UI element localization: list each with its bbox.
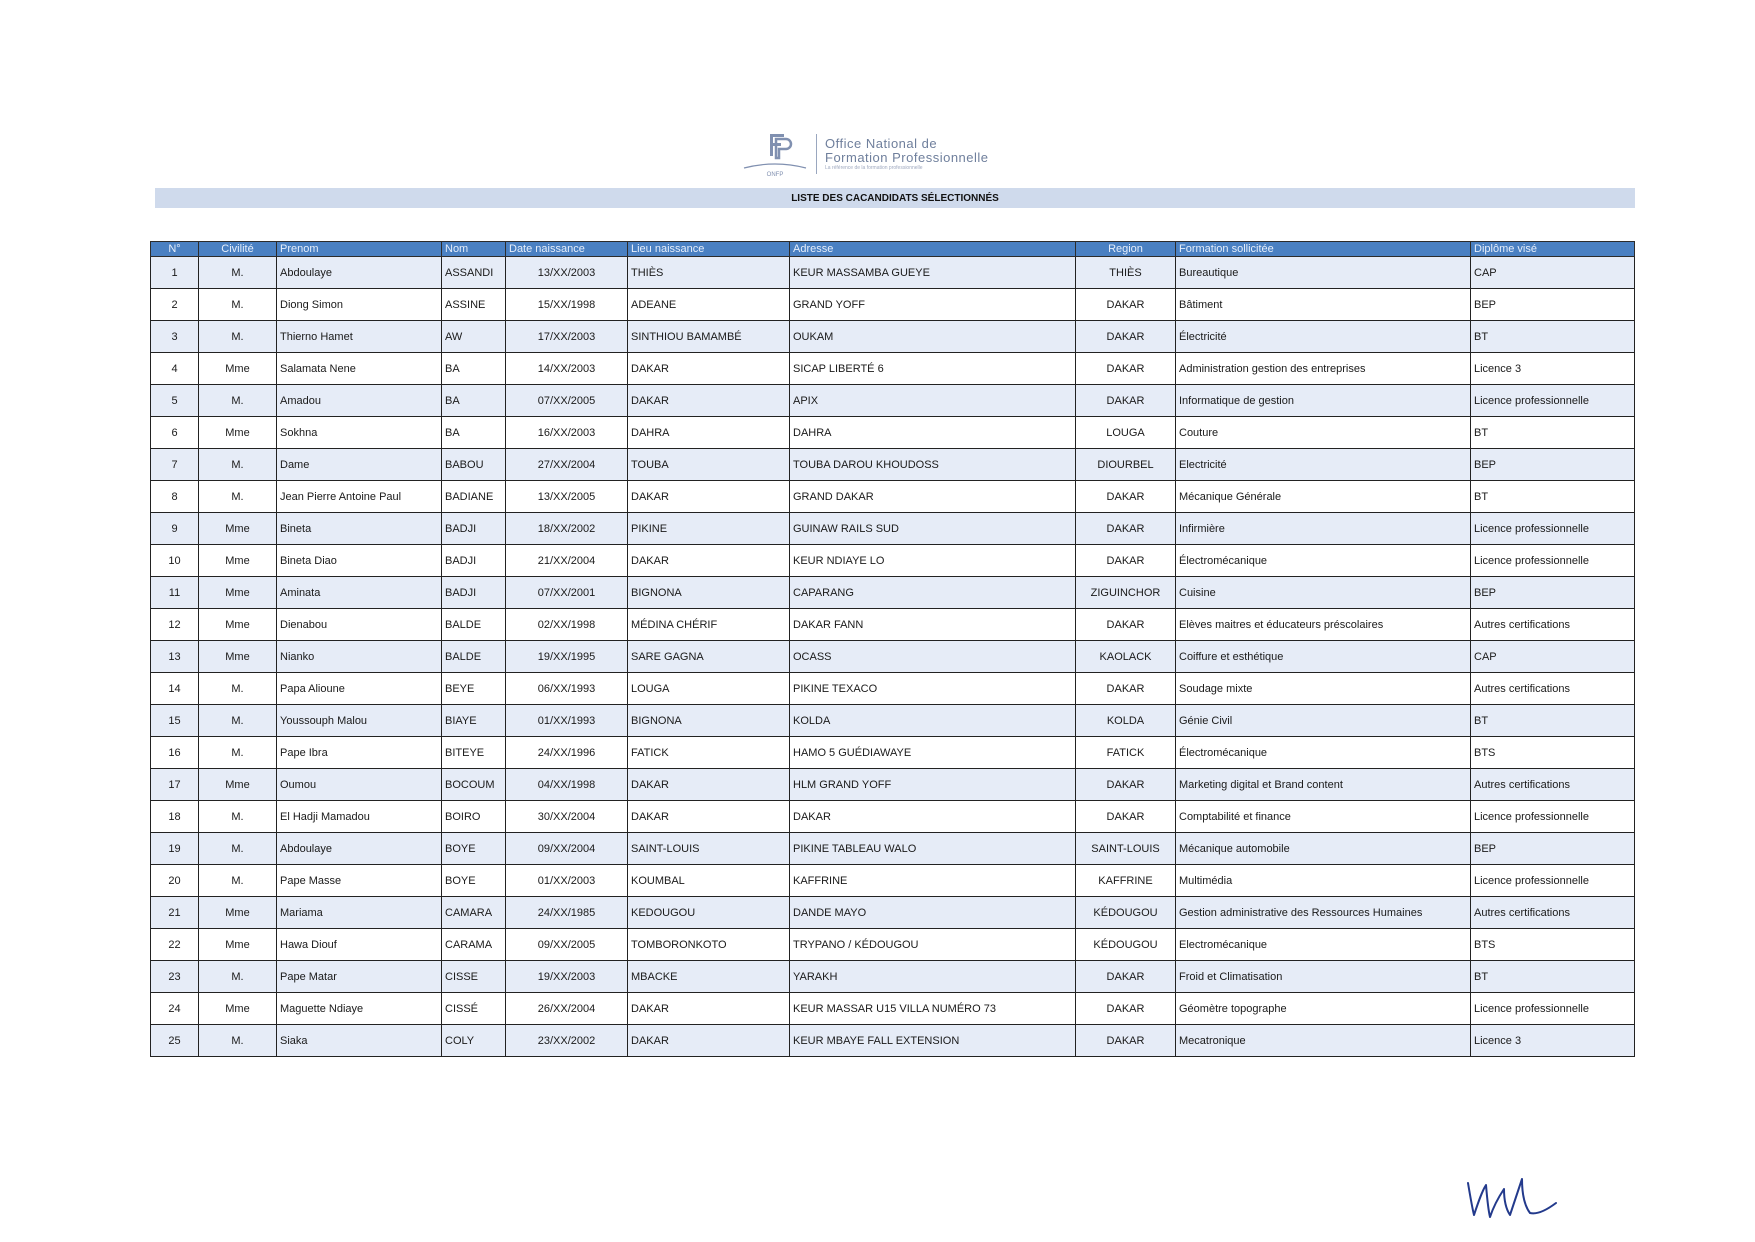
cell-civility: M. [199,449,277,481]
cell-training: Couture [1176,417,1471,449]
cell-diploma: Licence professionnelle [1471,513,1635,545]
table-body [151,257,1635,1057]
cell-diploma: Autres certifications [1471,673,1635,705]
cell-firstname: Mariama [277,897,442,929]
cell-firstname: Dame [277,449,442,481]
cell-training: Bureautique [1176,257,1471,289]
cell-firstname: Youssouph Malou [277,705,442,737]
cell-civility: M. [199,737,277,769]
cell-address: TRYPANO / KÉDOUGOU [790,929,1076,961]
table-row [151,385,1635,417]
cell-training: Coiffure et esthétique [1176,641,1471,673]
cell-diploma: CAP [1471,641,1635,673]
cell-firstname: Aminata [277,577,442,609]
cell-firstname: Siaka [277,1025,442,1057]
cell-address: DAKAR FANN [790,609,1076,641]
cell-training: Electricité [1176,449,1471,481]
cell-firstname: Abdoulaye [277,257,442,289]
cell-lastname: ASSINE [442,289,506,321]
col-header-lastname: Nom [442,242,506,257]
cell-birthdate: 14/XX/2003 [506,353,628,385]
cell-birthplace: DAKAR [628,801,790,833]
table-row [151,833,1635,865]
cell-number: 12 [151,609,199,641]
table-row [151,353,1635,385]
cell-birthplace: DAKAR [628,353,790,385]
cell-birthplace: DAKAR [628,1025,790,1057]
table-row [151,609,1635,641]
cell-training: Géomètre topographe [1176,993,1471,1025]
cell-birthdate: 19/XX/1995 [506,641,628,673]
cell-firstname: Hawa Diouf [277,929,442,961]
cell-civility: Mme [199,993,277,1025]
cell-civility: Mme [199,609,277,641]
cell-birthplace: SAINT-LOUIS [628,833,790,865]
cell-birthplace: DAKAR [628,481,790,513]
cell-civility: M. [199,961,277,993]
cell-birthdate: 17/XX/2003 [506,321,628,353]
cell-training: Électromécanique [1176,737,1471,769]
cell-birthplace: FATICK [628,737,790,769]
cell-address: TOUBA DAROU KHOUDOSS [790,449,1076,481]
cell-civility: Mme [199,929,277,961]
cell-birthplace: KEDOUGOU [628,897,790,929]
cell-number: 3 [151,321,199,353]
cell-region: SAINT-LOUIS [1076,833,1176,865]
cell-number: 13 [151,641,199,673]
cell-birthplace: SARE GAGNA [628,641,790,673]
cell-civility: Mme [199,545,277,577]
cell-training: Électromécanique [1176,545,1471,577]
cell-civility: Mme [199,769,277,801]
cell-number: 2 [151,289,199,321]
table-row [151,993,1635,1025]
cell-region: DAKAR [1076,1025,1176,1057]
col-header-address: Adresse [790,242,1076,257]
cell-address: KOLDA [790,705,1076,737]
cell-birthdate: 07/XX/2001 [506,577,628,609]
cell-training: Bâtiment [1176,289,1471,321]
cell-address: GRAND YOFF [790,289,1076,321]
cell-training: Informatique de gestion [1176,385,1471,417]
cell-address: HAMO 5 GUÉDIAWAYE [790,737,1076,769]
cell-birthplace: PIKINE [628,513,790,545]
cell-region: DAKAR [1076,993,1176,1025]
cell-region: DAKAR [1076,961,1176,993]
cell-lastname: CISSÉ [442,993,506,1025]
cell-number: 4 [151,353,199,385]
cell-civility: Mme [199,897,277,929]
handwritten-signature [1460,1165,1570,1225]
logo-divider [816,134,817,174]
table-row [151,417,1635,449]
cell-firstname: Dienabou [277,609,442,641]
cell-region: DAKAR [1076,385,1176,417]
cell-number: 6 [151,417,199,449]
cell-birthplace: TOMBORONKOTO [628,929,790,961]
cell-training: Génie Civil [1176,705,1471,737]
cell-diploma: Licence professionnelle [1471,545,1635,577]
cell-birthdate: 18/XX/2002 [506,513,628,545]
cell-diploma: Licence professionnelle [1471,993,1635,1025]
cell-region: DAKAR [1076,353,1176,385]
cell-region: DAKAR [1076,289,1176,321]
cell-diploma: BT [1471,481,1635,513]
cell-region: DAKAR [1076,513,1176,545]
cell-diploma: Autres certifications [1471,609,1635,641]
cell-birthdate: 24/XX/1985 [506,897,628,929]
table-row [151,929,1635,961]
cell-region: THIÈS [1076,257,1176,289]
cell-training: Froid et Climatisation [1176,961,1471,993]
cell-diploma: BEP [1471,577,1635,609]
cell-birthplace: DAKAR [628,385,790,417]
cell-number: 19 [151,833,199,865]
cell-birthdate: 15/XX/1998 [506,289,628,321]
cell-number: 20 [151,865,199,897]
cell-address: YARAKH [790,961,1076,993]
cell-number: 9 [151,513,199,545]
cell-civility: Mme [199,417,277,449]
cell-lastname: BALDE [442,609,506,641]
cell-region: DAKAR [1076,673,1176,705]
cell-firstname: Jean Pierre Antoine Paul [277,481,442,513]
cell-number: 1 [151,257,199,289]
cell-lastname: AW [442,321,506,353]
cell-lastname: BABOU [442,449,506,481]
cell-address: GUINAW RAILS SUD [790,513,1076,545]
cell-birthplace: BIGNONA [628,577,790,609]
col-header-region: Region [1076,242,1176,257]
cell-civility: Mme [199,513,277,545]
cell-birthplace: MBACKE [628,961,790,993]
cell-number: 23 [151,961,199,993]
cell-training: Infirmière [1176,513,1471,545]
cell-diploma: CAP [1471,257,1635,289]
cell-diploma: Autres certifications [1471,769,1635,801]
table-row [151,897,1635,929]
col-header-firstname: Prenom [277,242,442,257]
cell-region: DAKAR [1076,321,1176,353]
cell-civility: M. [199,833,277,865]
cell-firstname: Pape Ibra [277,737,442,769]
cell-lastname: BA [442,385,506,417]
cell-training: Electromécanique [1176,929,1471,961]
cell-address: KEUR MASSAR U15 VILLA NUMÉRO 73 [790,993,1076,1025]
cell-civility: M. [199,481,277,513]
cell-civility: Mme [199,641,277,673]
cell-region: DAKAR [1076,801,1176,833]
cell-diploma: BT [1471,961,1635,993]
cell-training: Marketing digital et Brand content [1176,769,1471,801]
cell-training: Multimédia [1176,865,1471,897]
list-title: LISTE DES CACANDIDATS SÉLECTIONNÉS [791,192,999,204]
cell-civility: M. [199,865,277,897]
cell-training: Elèves maitres et éducateurs préscolaires [1176,609,1471,641]
cell-diploma: Licence professionnelle [1471,385,1635,417]
cell-address: DANDE MAYO [790,897,1076,929]
cell-lastname: BALDE [442,641,506,673]
cell-birthplace: LOUGA [628,673,790,705]
cell-address: HLM GRAND YOFF [790,769,1076,801]
cell-lastname: BOYE [442,865,506,897]
cell-number: 14 [151,673,199,705]
cell-lastname: CAMARA [442,897,506,929]
col-header-civility: Civilité [199,242,277,257]
cell-birthdate: 30/XX/2004 [506,801,628,833]
table-row [151,737,1635,769]
cell-firstname: Bineta [277,513,442,545]
cell-address: PIKINE TEXACO [790,673,1076,705]
cell-lastname: BADIANE [442,481,506,513]
cell-address: OCASS [790,641,1076,673]
cell-number: 7 [151,449,199,481]
cell-birthdate: 13/XX/2005 [506,481,628,513]
cell-number: 22 [151,929,199,961]
cell-birthdate: 01/XX/2003 [506,865,628,897]
cell-birthplace: DAKAR [628,545,790,577]
cell-address: KEUR MBAYE FALL EXTENSION [790,1025,1076,1057]
cell-region: KÉDOUGOU [1076,929,1176,961]
col-header-birthdate: Date naissance [506,242,628,257]
cell-birthplace: ADEANE [628,289,790,321]
cell-region: DAKAR [1076,609,1176,641]
table-row [151,321,1635,353]
cell-diploma: BT [1471,705,1635,737]
cell-region: ZIGUINCHOR [1076,577,1176,609]
cell-lastname: BADJI [442,545,506,577]
cell-firstname: Oumou [277,769,442,801]
cell-diploma: BEP [1471,449,1635,481]
cell-firstname: Diong Simon [277,289,442,321]
cell-birthdate: 24/XX/1996 [506,737,628,769]
table-row [151,577,1635,609]
col-header-birthplace: Lieu naissance [628,242,790,257]
cell-training: Cuisine [1176,577,1471,609]
cell-diploma: BEP [1471,289,1635,321]
cell-birthplace: DAKAR [628,993,790,1025]
cell-civility: M. [199,321,277,353]
cell-region: DIOURBEL [1076,449,1176,481]
table-row [151,481,1635,513]
col-header-number: N° [151,242,199,257]
cell-firstname: El Hadji Mamadou [277,801,442,833]
list-title-band [155,188,1635,208]
cell-training: Soudage mixte [1176,673,1471,705]
table-row [151,641,1635,673]
cell-birthplace: DAKAR [628,769,790,801]
cell-diploma: BT [1471,417,1635,449]
cell-lastname: BA [442,353,506,385]
cell-civility: M. [199,385,277,417]
cell-address: GRAND DAKAR [790,481,1076,513]
cell-birthplace: THIÈS [628,257,790,289]
cell-number: 10 [151,545,199,577]
cell-region: KAOLACK [1076,641,1176,673]
cell-birthdate: 26/XX/2004 [506,993,628,1025]
cell-firstname: Amadou [277,385,442,417]
cell-lastname: BADJI [442,513,506,545]
cell-birthdate: 19/XX/2003 [506,961,628,993]
cell-address: KEUR NDIAYE LO [790,545,1076,577]
cell-birthplace: SINTHIOU BAMAMBÉ [628,321,790,353]
cell-birthdate: 21/XX/2004 [506,545,628,577]
cell-civility: M. [199,289,277,321]
cell-birthdate: 02/XX/1998 [506,609,628,641]
cell-address: DAHRA [790,417,1076,449]
cell-birthdate: 16/XX/2003 [506,417,628,449]
table-row [151,449,1635,481]
org-tagline: La référence de la formation professionnelle [825,165,923,171]
cell-birthdate: 07/XX/2005 [506,385,628,417]
cell-birthdate: 04/XX/1998 [506,769,628,801]
cell-training: Mecatronique [1176,1025,1471,1057]
cell-lastname: BADJI [442,577,506,609]
cell-region: KOLDA [1076,705,1176,737]
cell-number: 8 [151,481,199,513]
cell-lastname: BA [442,417,506,449]
table-row [151,705,1635,737]
cell-number: 21 [151,897,199,929]
cell-firstname: Abdoulaye [277,833,442,865]
cell-firstname: Pape Matar [277,961,442,993]
cell-birthdate: 09/XX/2005 [506,929,628,961]
cell-birthplace: MÉDINA CHÉRIF [628,609,790,641]
cell-lastname: CISSE [442,961,506,993]
cell-address: KEUR MASSAMBA GUEYE [790,257,1076,289]
table-row [151,289,1635,321]
table-row [151,961,1635,993]
cell-firstname: Thierno Hamet [277,321,442,353]
logo-acronym: ONFP [766,172,784,178]
cell-number: 25 [151,1025,199,1057]
cell-firstname: Nianko [277,641,442,673]
cell-diploma: Autres certifications [1471,897,1635,929]
cell-diploma: Licence 3 [1471,353,1635,385]
candidates-table [150,241,1635,1057]
cell-firstname: Maguette Ndiaye [277,993,442,1025]
cell-address: SICAP LIBERTÉ 6 [790,353,1076,385]
cell-birthplace: DAHRA [628,417,790,449]
cell-address: CAPARANG [790,577,1076,609]
cell-training: Électricité [1176,321,1471,353]
cell-civility: M. [199,705,277,737]
table-row [151,513,1635,545]
cell-birthdate: 09/XX/2004 [506,833,628,865]
cell-lastname: ASSANDI [442,257,506,289]
cell-region: FATICK [1076,737,1176,769]
cell-birthdate: 23/XX/2002 [506,1025,628,1057]
cell-lastname: BOCOUM [442,769,506,801]
table-row [151,1025,1635,1057]
cell-firstname: Pape Masse [277,865,442,897]
cell-number: 16 [151,737,199,769]
cell-birthplace: TOUBA [628,449,790,481]
cell-number: 15 [151,705,199,737]
cell-training: Mécanique Générale [1176,481,1471,513]
cell-address: OUKAM [790,321,1076,353]
cell-number: 11 [151,577,199,609]
table-row [151,769,1635,801]
table-row [151,545,1635,577]
cell-number: 24 [151,993,199,1025]
cell-training: Comptabilité et finance [1176,801,1471,833]
cell-training: Mécanique automobile [1176,833,1471,865]
cell-diploma: Licence 3 [1471,1025,1635,1057]
cell-birthdate: 13/XX/2003 [506,257,628,289]
table-row [151,801,1635,833]
cell-diploma: Licence professionnelle [1471,865,1635,897]
cell-region: DAKAR [1076,545,1176,577]
cell-diploma: Licence professionnelle [1471,801,1635,833]
col-header-training: Formation sollicitée [1176,242,1471,257]
cell-firstname: Salamata Nene [277,353,442,385]
cell-region: LOUGA [1076,417,1176,449]
cell-civility: Mme [199,353,277,385]
col-header-diploma: Diplôme visé [1471,242,1635,257]
cell-diploma: BT [1471,321,1635,353]
table-row [151,673,1635,705]
cell-lastname: BOIRO [442,801,506,833]
cell-lastname: COLY [442,1025,506,1057]
cell-birthplace: KOUMBAL [628,865,790,897]
cell-civility: M. [199,257,277,289]
cell-region: KAFFRINE [1076,865,1176,897]
cell-training: Gestion administrative des Ressources Humaines [1176,897,1471,929]
cell-address: DAKAR [790,801,1076,833]
cell-lastname: BITEYE [442,737,506,769]
cell-diploma: BTS [1471,929,1635,961]
cell-diploma: BTS [1471,737,1635,769]
cell-address: KAFFRINE [790,865,1076,897]
cell-birthdate: 06/XX/1993 [506,673,628,705]
cell-address: PIKINE TABLEAU WALO [790,833,1076,865]
cell-region: DAKAR [1076,481,1176,513]
cell-civility: M. [199,801,277,833]
cell-birthplace: BIGNONA [628,705,790,737]
cell-training: Administration gestion des entreprises [1176,353,1471,385]
cell-region: KÉDOUGOU [1076,897,1176,929]
cell-number: 17 [151,769,199,801]
cell-lastname: BIAYE [442,705,506,737]
cell-number: 18 [151,801,199,833]
cell-firstname: Papa Alioune [277,673,442,705]
org-logo [740,130,1020,178]
cell-firstname: Bineta Diao [277,545,442,577]
cell-birthdate: 27/XX/2004 [506,449,628,481]
table-row [151,257,1635,289]
table-header-row [151,242,1635,257]
cell-number: 5 [151,385,199,417]
org-name-line2: Formation Professionnelle [825,150,989,165]
cell-firstname: Sokhna [277,417,442,449]
onfp-logo-icon [740,130,810,178]
cell-address: APIX [790,385,1076,417]
cell-civility: M. [199,673,277,705]
cell-birthdate: 01/XX/1993 [506,705,628,737]
cell-lastname: BOYE [442,833,506,865]
cell-region: DAKAR [1076,769,1176,801]
org-name-line1: Office National de [825,136,938,151]
cell-lastname: BEYE [442,673,506,705]
table-row [151,865,1635,897]
cell-civility: M. [199,1025,277,1057]
cell-diploma: BEP [1471,833,1635,865]
cell-lastname: CARAMA [442,929,506,961]
cell-civility: Mme [199,577,277,609]
